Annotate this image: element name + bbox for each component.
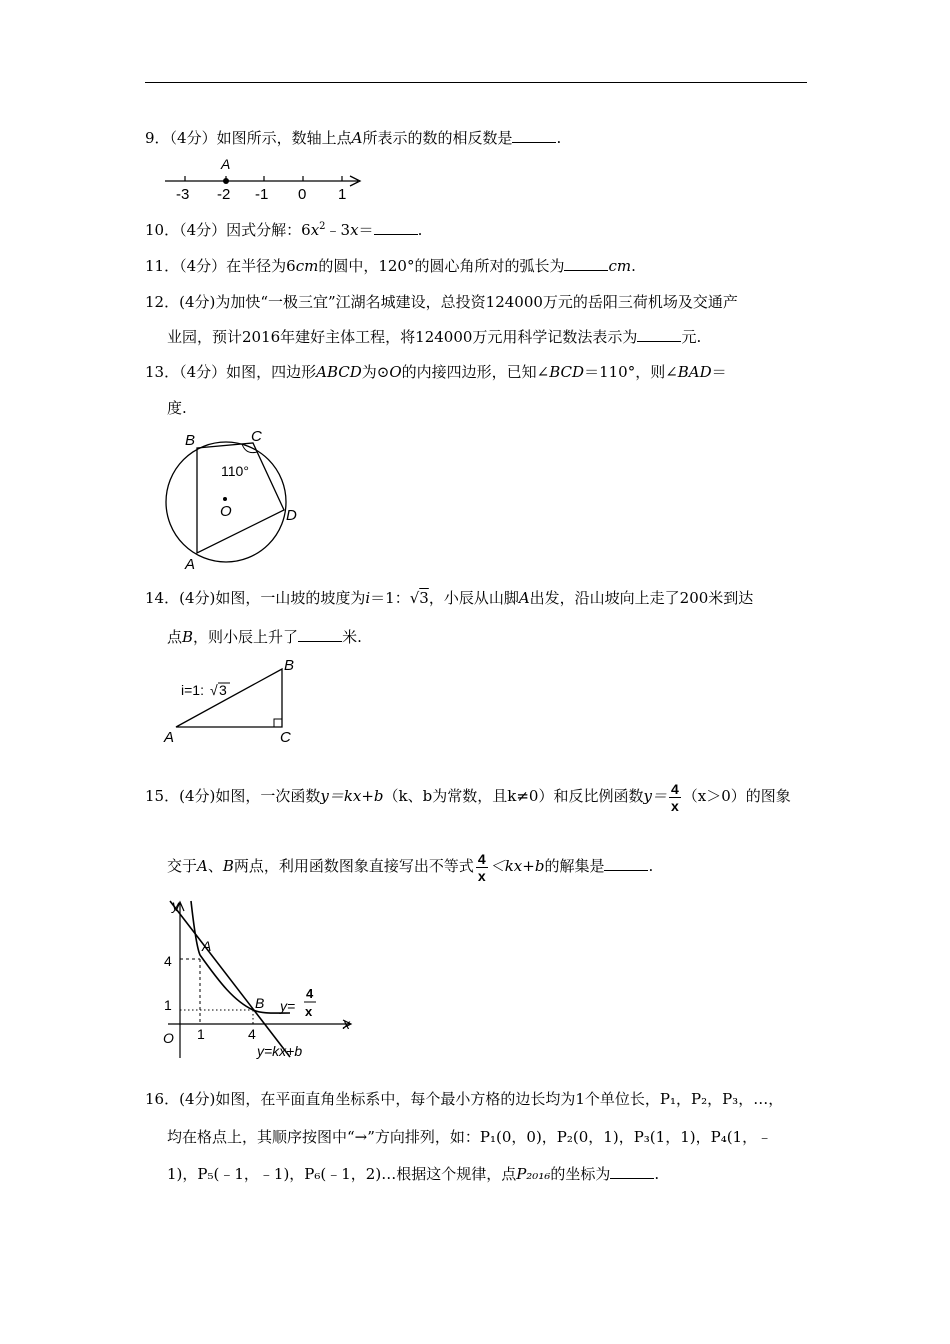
- sqrt-symbol: √: [210, 682, 218, 698]
- q11-text: 11．（4分）在半径为6cm的圆中，120°的圆心角所对的弧长为 cm.: [145, 257, 636, 275]
- answer-blank[interactable]: [637, 327, 681, 342]
- answer-blank[interactable]: [512, 128, 556, 143]
- svg-text:B: B: [284, 657, 295, 674]
- svg-text:C: C: [251, 428, 262, 445]
- tick-label: 1: [338, 186, 347, 203]
- tick-label: -2: [217, 186, 231, 203]
- svg-text:y: y: [172, 897, 179, 913]
- sqrt-symbol: √: [409, 589, 420, 607]
- fraction: $\frac{4}{x}$: [477, 850, 486, 884]
- inscribed-quadrilateral-figure: [160, 425, 310, 575]
- triangle-abc: [176, 669, 282, 727]
- circle-o: [166, 442, 286, 562]
- answer-blank[interactable]: [298, 627, 342, 642]
- q12-line1: 12．(4分)为加快“一极三宜”江湖名城建设，总投资124000万元的岳阳三荷机场及交通产: [145, 293, 738, 311]
- header-rule: [145, 82, 807, 83]
- q13-line2: 度.: [167, 399, 187, 417]
- q14-line2: 点B，则小辰上升了 米.: [167, 628, 362, 646]
- svg-text:C: C: [280, 729, 291, 746]
- tick-label: -3: [176, 186, 190, 203]
- answer-blank[interactable]: [374, 220, 418, 235]
- q15-line1: 15．(4分)如图，一次函数y＝kx+b（k、b为常数，且k≠0）和反比例函数y＝ $\frac{4}{x}$ （x＞0）的图象: [145, 780, 791, 814]
- center-dot: [223, 497, 227, 501]
- svg-text:4: 4: [164, 953, 172, 969]
- q12-line2: 业园，预计2016年建好主体工程，将124000万元用科学记数法表示为 元.: [167, 328, 702, 346]
- svg-text:y=: y=: [280, 998, 296, 1014]
- right-angle-mark: [274, 719, 282, 727]
- q16-line3: 1)，P₅(﹣1，﹣1)，P₆(﹣1，2)…根据这个规律，点P₂₀₁₆的坐标为 .: [167, 1165, 660, 1183]
- q9-text: 9．（4分）如图所示，数轴上点A所表示的数的相反数是 .: [145, 129, 562, 147]
- svg-text:O: O: [163, 1030, 174, 1046]
- q10-text: 10．（4分）因式分解：$6x^2﹣3x=$ .: [145, 221, 423, 239]
- svg-text:1: 1: [197, 1026, 205, 1042]
- point-a-label: A: [221, 156, 231, 172]
- svg-text:A: A: [185, 556, 196, 573]
- svg-text:B: B: [255, 995, 265, 1011]
- inverse-function-curve: [191, 901, 290, 1013]
- q15-line2: 交于A、B两点，利用函数图象直接写出不等式 $\frac{4}{x}$ ＜kx+b的解集是 .: [167, 850, 654, 884]
- svg-text:O: O: [220, 503, 232, 520]
- svg-text:D: D: [286, 507, 297, 524]
- linear-function-line: [170, 901, 290, 1057]
- svg-text:4: 4: [248, 1026, 256, 1042]
- svg-text:4: 4: [306, 986, 314, 1001]
- point-a-dot: [223, 178, 229, 184]
- svg-text:1: 1: [164, 997, 172, 1013]
- tick-label: 0: [298, 186, 307, 203]
- svg-text:110°: 110°: [221, 463, 249, 479]
- svg-text:y=kx+b: y=kx+b: [257, 1043, 303, 1059]
- q13-line1: 13．（4分）如图，四边形ABCD为⊙O的内接四边形，已知∠BCD＝110°，则∠BAD＝: [145, 363, 727, 381]
- svg-text:x: x: [343, 1016, 350, 1032]
- q14-line1: 14．(4分)如图，一山坡的坡度为i＝1：√3，小辰从山脚A出发，沿山坡向上走了200米到达: [145, 589, 754, 607]
- svg-text:B: B: [185, 432, 196, 449]
- svg-text:x: x: [305, 1004, 313, 1019]
- answer-blank[interactable]: [604, 856, 648, 871]
- q16-line2: 均在格点上，其顺序按图中“→”方向排列，如：P₁(0，0)，P₂(0，1)，P₃(1，1)，P₄(1，﹣: [167, 1128, 773, 1146]
- fraction: $\frac{4}{x}$: [670, 780, 679, 814]
- tick-label: -1: [255, 186, 269, 203]
- slope-triangle-figure: [160, 655, 300, 750]
- svg-text:A: A: [164, 729, 175, 746]
- answer-blank[interactable]: [610, 1164, 654, 1179]
- q16-line1: 16．(4分)如图，在平面直角坐标系中，每个最小方格的边长均为1个单位长，P₁，P₂，P₃，…，: [145, 1090, 784, 1108]
- svg-text:A: A: [202, 938, 212, 954]
- function-graph-figure: [160, 893, 360, 1073]
- svg-text:3: 3: [219, 682, 227, 698]
- number-line-figure: [160, 155, 370, 205]
- answer-blank[interactable]: [564, 256, 608, 271]
- svg-text:i=1:: i=1:: [181, 682, 204, 698]
- quadrilateral-abcd: [197, 443, 284, 553]
